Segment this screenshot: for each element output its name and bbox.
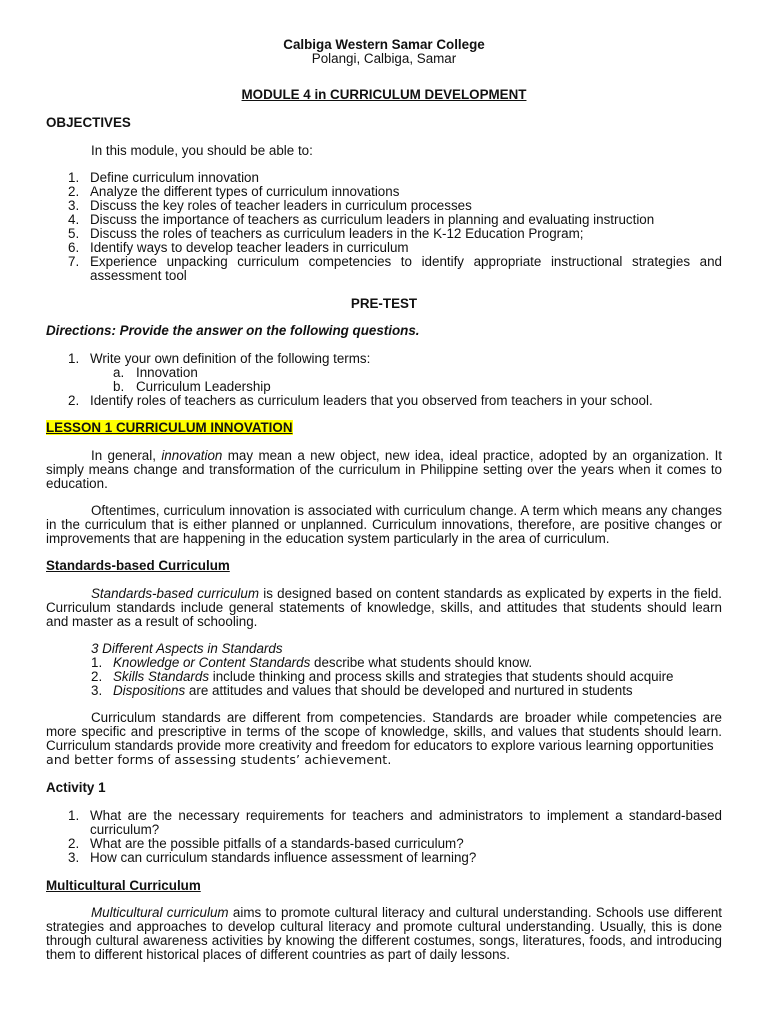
list-item: b. Curriculum Leadership — [113, 379, 271, 394]
aspects-title: 3 Different Aspects in Standards — [91, 641, 283, 656]
lesson1-paragraph-1: In general, innovation may mean a new object, new idea, ideal practice, adopted by an organization. It simply means change and transformation of the curriculum in Philippine setting over the years when it comes to education. — [46, 448, 723, 491]
college-address: Polangi, Calbiga, Samar — [311, 51, 457, 66]
aspects-list — [91, 656, 722, 698]
pretest-list — [46, 352, 722, 366]
standards-heading: Standards-based Curriculum — [46, 558, 230, 573]
list-item: 1. Define curriculum innovation — [68, 170, 259, 185]
aspects-block — [46, 642, 722, 698]
standards-paragraph-1: Standards-based curriculum is designed based on content standards as explicated by experts in the field. Curriculum standards include general statements of knowledge, skills, and attitudes that students should learn and master as a result of schooling. — [46, 586, 722, 629]
college-name: Calbiga Western Samar College — [283, 37, 485, 52]
list-item: 5. Discuss the roles of teachers as curriculum leaders in the K-12 Education Program; — [68, 226, 584, 241]
list-item: 7. Experience unpacking curriculum competencies to identify appropriate instructional strategies and assessment tool — [68, 254, 722, 283]
lesson1-heading: LESSON 1 CURRICULUM INNOVATION — [46, 420, 293, 435]
list-item: a. Innovation — [113, 365, 198, 380]
list-item: 3. Discuss the key roles of teacher leaders in curriculum processes — [68, 198, 472, 213]
pretest-list-cont — [46, 394, 722, 408]
list-item: 6. Identify ways to develop teacher leaders in curriculum — [68, 240, 409, 255]
objectives-intro: In this module, you should be able to: — [91, 143, 313, 158]
list-item: 3. Dispositions are attitudes and values that should be developed and nurtured in students — [91, 683, 633, 698]
document-page — [46, 38, 722, 962]
list-item: 1. Write your own definition of the following terms: — [68, 351, 371, 366]
pretest-sublist — [46, 366, 722, 394]
multicultural-heading: Multicultural Curriculum — [46, 878, 201, 893]
multicultural-paragraph: Multicultural curriculum aims to promote cultural literacy and cultural understanding. Schools use different strategies and approaches to develop cultural literacy and promote cultural understanding. Usually, this is done through cultural awareness activities by knowing the different costumes, songs, literatures, foods, and introducing them to different historical places of different countries as part of daily lessons. — [46, 905, 722, 962]
module-title: MODULE 4 in CURRICULUM DEVELOPMENT — [241, 87, 527, 102]
list-item: 2. Analyze the different types of curriculum innovations — [68, 184, 400, 199]
standards-paragraph-2-last: and better forms of assessing students’ achievement. — [46, 752, 392, 767]
objectives-heading: OBJECTIVES — [46, 115, 131, 130]
list-item: 2. Identify roles of teachers as curriculum leaders that you observed from teachers in your school. — [68, 393, 653, 408]
objectives-list — [46, 171, 722, 283]
list-item: 1. Knowledge or Content Standards describe what students should know. — [91, 655, 533, 670]
list-item: 4. Discuss the importance of teachers as curriculum leaders in planning and evaluating instruction — [68, 212, 655, 227]
standards-paragraph-2: Curriculum standards are different from competencies. Standards are broader while competencies are more specific and prescriptive in terms of the scope of knowledge, skills, and values that students should learn. Curriculum standards provide more creativity and freedom for educators to explore various learning opportunities — [46, 710, 722, 753]
activity1-heading: Activity 1 — [46, 780, 106, 795]
list-item: 3. How can curriculum standards influence assessment of learning? — [68, 850, 477, 865]
activity1-list — [46, 809, 722, 865]
list-item: 2. Skills Standards include thinking and process skills and strategies that students should acquire — [91, 669, 674, 684]
pretest-heading: PRE-TEST — [350, 296, 418, 311]
pretest-directions: Directions: Provide the answer on the following questions. — [46, 323, 420, 338]
list-item: 2. What are the possible pitfalls of a standards-based curriculum? — [68, 836, 464, 851]
list-item: 1. What are the necessary requirements for teachers and administrators to implement a standard-based curriculum? — [68, 808, 722, 837]
lesson1-paragraph-2: Oftentimes, curriculum innovation is associated with curriculum change. A term which means any changes in the curriculum that is either planned or unplanned. Curriculum innovations, therefore, are positive changes or improvements that are happening in the education system particularly in the area of curriculum. — [46, 503, 722, 546]
